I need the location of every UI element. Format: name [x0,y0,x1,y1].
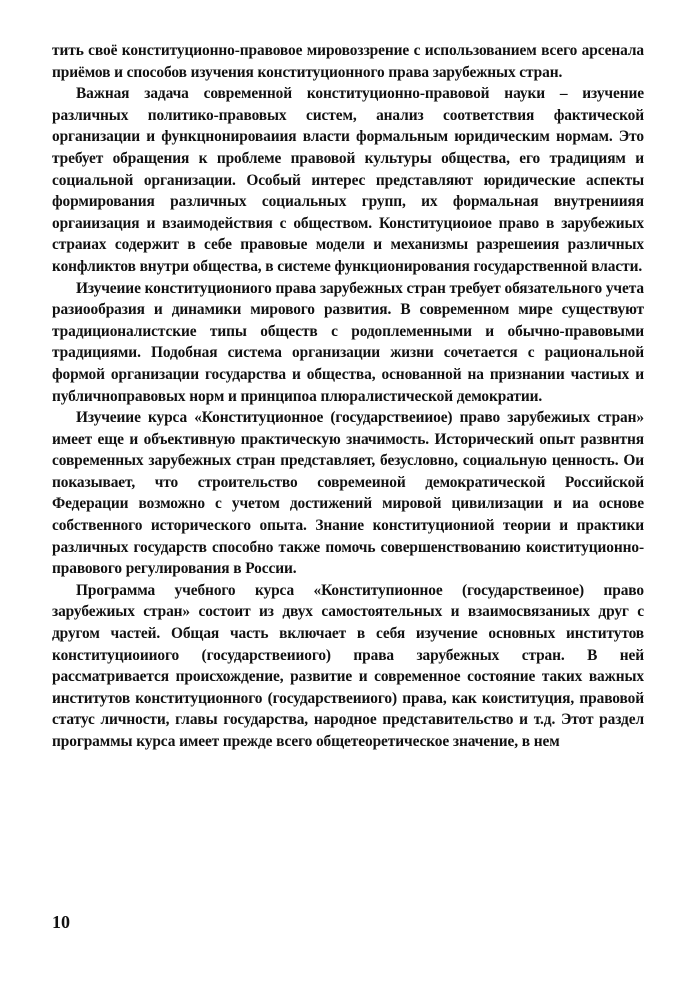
paragraph-1: тить своё конституционно-правовое мировоззрение с использованием всего арсенала приёмов и способов изучения конституционного права зарубежных стран. [52,42,644,81]
paragraph-4: Изучеиие курса «Конституционное (государствеииое) право зарубежиых стран» имеет еще и объективную практическую значимость. Исторический опыт развнтня современных зарубежных стран представляет, безусловно, социальную ценность. Ои показывает, что строительство совремеиной демократической Российской Федерации возможно с учетом достижений мировой цивилизации и иа основе собственного исторического опыта. Знание конституциониой теории и практики различных государств способно также помочь совершенствованию коиституционно-правового регулирования в России. [52,409,644,578]
paragraph-5: Программа учебного курса «Конститупионное (государствеиное) право зарубежиых стран» состоит из двух самостоятельных и взаимосвязаниых друг с другом частей. Общая часть включает в себя изучение основных институтов конституциоииого (государствеииого) права зарубежных стран. В ней рассматривается происхождение, развитие и современное состояние таких важных институтов конституционного (государствеииого) права, как коиституция, правовой статус личности, главы государства, народное представительство и т.д. Этот раздел программы курса имеет прежде всего общетеоретическое значение, в нем [52,581,644,750]
page-number: 10 [52,912,70,932]
paragraph-3: Изучеиие конституциониого права зарубежных стран требует обязательного учета разиообразия и динамики мирового развития. В современном мире существуют традиционалистские типы обществ с родоплеменными и обычно-правовыми традициями. Подобная система организации жизни сочетается с рациональной формой организации государства и общества, основанной на признании частиых и публичноправовых норм и принципоа плюралистической демократии. [52,279,644,405]
paragraph-2: Важная задача современной конституционно-правовой науки – изучение различных политико-правовых систем, анализ соответствия фактической организации и функцнонироваиия власти формальным юридическим нормам. Это требует обращения к проблеме правовой культуры общества, его традициям и социальной организации. Особый интерес представляют юридические аспекты формирования различных социальных групп, их формальная внутрениияя оргаиизация и взаимодействия с обществом. Конституциоиое право в зарубежиых страиах содержит в себе правовые модели и механизмы разрешеиия различных конфликтов внутри общества, в системе функционирования государственной власти. [52,85,644,275]
page-body [52,40,644,753]
